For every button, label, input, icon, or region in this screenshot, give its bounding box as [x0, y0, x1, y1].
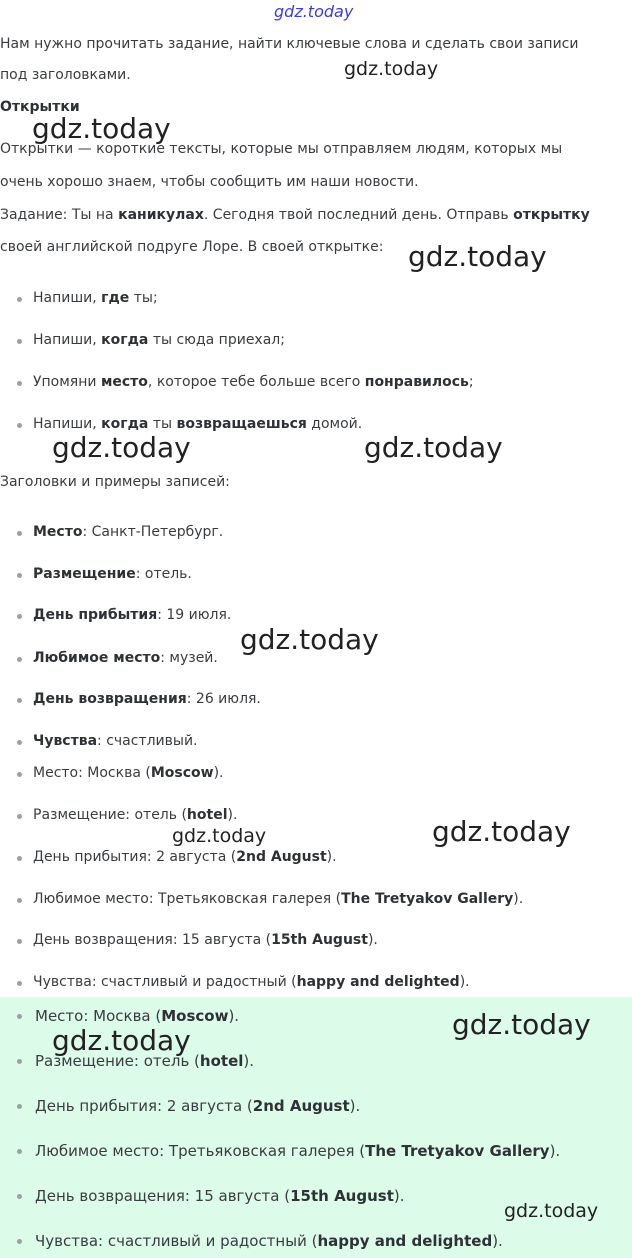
bullet-icon — [17, 740, 22, 745]
bullet-icon — [17, 381, 22, 386]
bullet-icon — [17, 772, 22, 777]
intro-line-2: под заголовками. — [0, 67, 131, 83]
watermark: gdz.today — [172, 825, 267, 847]
bullet-icon — [17, 573, 22, 578]
bullet-icon — [17, 1104, 22, 1109]
bullet-icon — [17, 297, 22, 302]
headings-intro: Заголовки и примеры записей: — [0, 474, 230, 490]
watermark: gdz.today — [52, 1024, 191, 1057]
bullet-icon — [17, 939, 22, 944]
bullet-icon — [17, 1059, 22, 1064]
bullet-icon — [17, 1194, 22, 1199]
bullet-icon — [17, 814, 22, 819]
watermark-top: gdz.today — [274, 2, 354, 21]
bullet-icon — [17, 981, 22, 986]
section-title: Открытки — [0, 99, 80, 115]
watermark: gdz.today — [32, 112, 171, 145]
watermark: gdz.today — [344, 58, 439, 80]
bullet-icon — [17, 1239, 22, 1244]
bullet-icon — [17, 1014, 22, 1019]
bullet-icon — [17, 1149, 22, 1154]
watermark: gdz.today — [504, 1200, 599, 1222]
bullet-icon — [17, 423, 22, 428]
bullet-icon — [17, 856, 22, 861]
task-line-2: своей английской подруге Лоре. В своей открытке: — [0, 239, 384, 255]
watermark: gdz.today — [364, 431, 503, 464]
definition-line-2: очень хорошо знаем, чтобы сообщить им наши новости. — [0, 174, 419, 190]
definition-line-1: Открытки — короткие тексты, которые мы отправляем людям, которых мы — [0, 141, 563, 157]
bullet-icon — [17, 657, 22, 662]
bullet-icon — [17, 698, 22, 703]
bullet-icon — [17, 339, 22, 344]
watermark: gdz.today — [452, 1008, 591, 1041]
intro-line-1: Нам нужно прочитать задание, найти ключевые слова и сделать свои записи — [0, 36, 579, 52]
bullet-icon — [17, 614, 22, 619]
bullet-icon — [17, 531, 22, 536]
bullet-icon — [17, 898, 22, 903]
watermark: gdz.today — [240, 623, 379, 656]
watermark: gdz.today — [52, 431, 191, 464]
watermark: gdz.today — [408, 240, 547, 273]
watermark: gdz.today — [432, 815, 571, 848]
task-line-1: Задание: Ты на каникулах. Сегодня твой последний день. Отправь открытку — [0, 207, 590, 223]
